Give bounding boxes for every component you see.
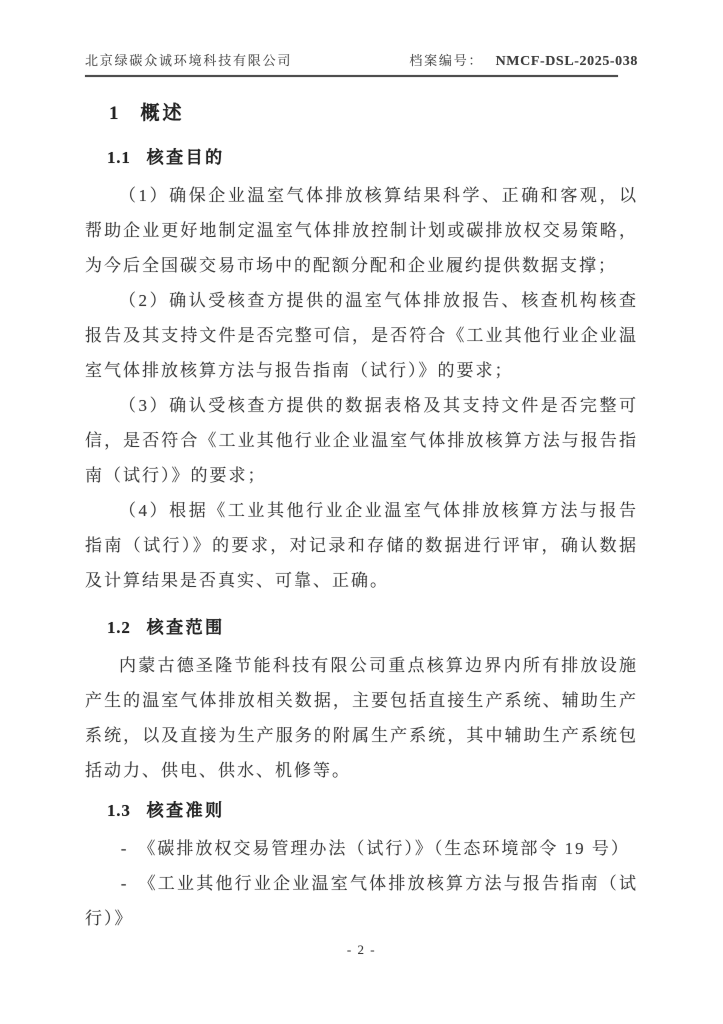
section-heading-1-1 xyxy=(107,146,638,170)
section-number: 1.3 xyxy=(107,801,131,820)
chapter-number: 1 xyxy=(109,103,119,124)
paragraph-purpose-4: （4）根据《工业其他行业企业温室气体排放核算方法与报告指南（试行）》的要求，对记录和存储的数据进行评审，确认数据及计算结果是否真实、可靠、正确。 xyxy=(85,501,638,590)
page-number: - 2 - xyxy=(346,942,377,957)
bullet-dash: - xyxy=(120,839,129,858)
archive-number-value: NMCF-DSL-2025-038 xyxy=(495,54,638,69)
section-heading-1-2 xyxy=(107,616,638,640)
header-rule xyxy=(85,75,618,77)
section-number: 1.1 xyxy=(107,148,131,167)
header-company-name: 北京绿碳众诚环境科技有限公司 xyxy=(85,53,293,68)
paragraph-purpose-2: （2）确认受核查方提供的温室气体排放报告、核查机构核查报告及其支持文件是否完整可信，是否符合《工业其他行业企业温室气体排放核算方法与报告指南（试行）》的要求； xyxy=(85,291,638,380)
paragraph-purpose-1: （1）确保企业温室气体排放核算结果科学、正确和客观，以帮助企业更好地制定温室气体排放控制计划或碳排放权交易策略，为今后全国碳交易市场中的配额分配和企业履约提供数据支撑； xyxy=(85,186,638,275)
archive-number-label: 档案编号： xyxy=(409,53,484,68)
chapter-heading xyxy=(109,102,638,126)
criteria-item-2 xyxy=(85,866,638,936)
paragraph-scope: 内蒙古德圣隆节能科技有限公司重点核算边界内所有排放设施产生的温室气体排放相关数据，主要包括直接生产系统、辅助生产系统，以及直接为生产服务的附属生产系统，其中辅助生产系统包括动力、供电、供水、机修等。 xyxy=(85,656,638,780)
document-body xyxy=(85,88,638,936)
criteria-item-1 xyxy=(85,831,638,866)
bullet-dash: - xyxy=(120,874,129,893)
section-title: 核查准则 xyxy=(146,801,225,820)
chapter-title: 概述 xyxy=(140,103,185,124)
page-header xyxy=(85,50,638,77)
header-archive-number xyxy=(409,50,638,70)
criteria-item-text: 《工业其他行业企业温室气体排放核算方法与报告指南（试行）》 xyxy=(85,874,638,928)
section-title: 核查范围 xyxy=(146,618,225,637)
section-title: 核查目的 xyxy=(146,148,225,167)
page-footer xyxy=(0,942,723,958)
criteria-item-text: 《碳排放权交易管理办法（试行）》（生态环境部令 19 号） xyxy=(138,839,630,858)
header-row xyxy=(85,50,638,70)
section-heading-1-3 xyxy=(107,799,638,823)
section-number: 1.2 xyxy=(107,618,131,637)
paragraph-purpose-3: （3）确认受核查方提供的数据表格及其支持文件是否完整可信，是否符合《工业其他行业企业温室气体排放核算方法与报告指南（试行）》的要求； xyxy=(85,396,638,485)
